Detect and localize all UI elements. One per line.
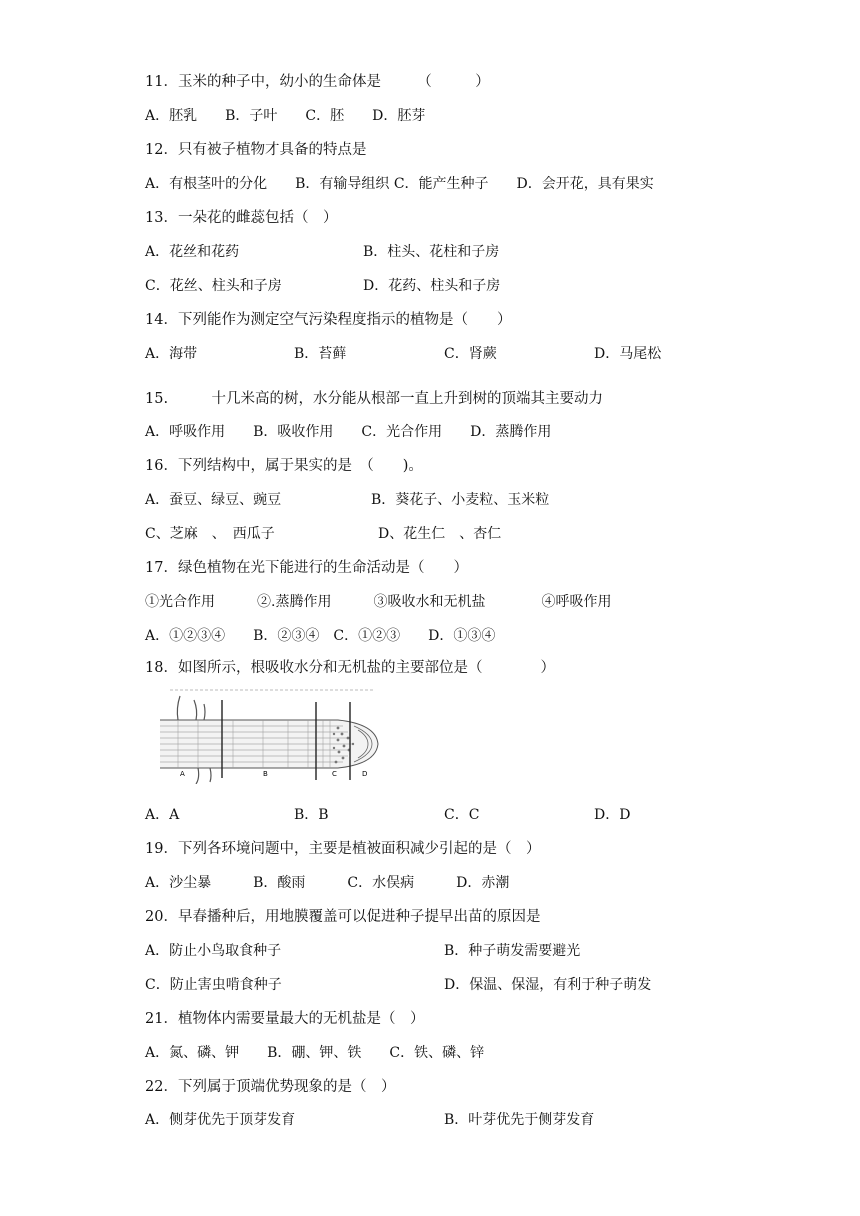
question-17-options: A．①②③④ B．②③④ C．①②③ D．①③④ bbox=[145, 628, 496, 644]
question-20-option-d: D．保温、保湿，有利于种子萌发 bbox=[444, 977, 652, 993]
question-20-stem: 20．早春播种后，用地膜覆盖可以促进种子提早出苗的原因是 bbox=[145, 909, 541, 925]
question-16-option-b: B．葵花子、小麦粒、玉米粒 bbox=[371, 492, 550, 508]
question-21-stem: 21．植物体内需要量最大的无机盐是（ ） bbox=[145, 1011, 425, 1027]
question-17-items: ①光合作用 ②.蒸腾作用 ③吸收水和无机盐 ④呼吸作用 bbox=[145, 594, 612, 610]
figure-label-d: D bbox=[362, 770, 368, 778]
question-17-stem: 17．绿色植物在光下能进行的生命活动是（ ） bbox=[145, 560, 468, 576]
question-14-stem: 14．下列能作为测定空气污染程度指示的植物是（ ） bbox=[145, 312, 512, 328]
question-20-option-b: B．种子萌发需要避光 bbox=[444, 943, 581, 959]
question-22-stem: 22．下列属于顶端优势现象的是（ ） bbox=[145, 1079, 396, 1095]
question-13-option-d: D．花药、柱头和子房 bbox=[363, 278, 501, 294]
question-11-stem: 11．玉米的种子中，幼小的生命体是 （ ） bbox=[145, 74, 490, 90]
question-18-option-c: C．C bbox=[444, 807, 480, 823]
question-12-options: A．有根茎叶的分化 B．有输导组织 C．能产生种子 D．会开花，具有果实 bbox=[145, 176, 654, 192]
question-12-stem: 12．只有被子植物才具备的特点是 bbox=[145, 142, 367, 158]
question-21-options: A．氮、磷、钾 B．硼、钾、铁 C．铁、磷、锌 bbox=[145, 1045, 485, 1061]
question-16-option-c: C、芝麻 、 西瓜子 bbox=[145, 526, 275, 542]
question-14-option-a: A．海带 bbox=[145, 346, 198, 362]
question-22-option-b: B．叶芽优先于侧芽发育 bbox=[444, 1112, 595, 1128]
question-13-option-a: A．花丝和花药 bbox=[145, 244, 240, 260]
question-15-stem: 15. 十几米高的树，水分能从根部一直上升到树的顶端其主要动力 bbox=[145, 391, 604, 407]
question-16-option-a: A．蚕豆、绿豆、豌豆 bbox=[145, 492, 282, 508]
figure-label-b: B bbox=[263, 770, 268, 778]
question-19-options: A．沙尘暴 B．酸雨 C．水俣病 D．赤潮 bbox=[145, 875, 510, 891]
question-18-option-b: B．B bbox=[294, 807, 329, 823]
question-18-option-a: A．A bbox=[145, 807, 180, 823]
figure-label-c: C bbox=[332, 770, 337, 778]
question-18-option-d: D．D bbox=[594, 807, 631, 823]
question-20-option-c: C．防止害虫啃食种子 bbox=[145, 977, 282, 993]
question-14-option-d: D．马尾松 bbox=[594, 346, 662, 362]
question-14-option-c: C．肾蕨 bbox=[444, 346, 497, 362]
question-20-option-a: A．防止小鸟取食种子 bbox=[145, 943, 282, 959]
figure-label-a: A bbox=[180, 770, 185, 778]
question-16-option-d: D、花生仁 、杏仁 bbox=[378, 526, 502, 542]
root-tip-diagram bbox=[158, 688, 380, 784]
question-15-options: A．呼吸作用 B．吸收作用 C．光合作用 D．蒸腾作用 bbox=[145, 424, 552, 440]
question-13-stem: 13．一朵花的雌蕊包括（ ） bbox=[145, 210, 338, 226]
question-11-options: A．胚乳 B．子叶 C．胚 D．胚芽 bbox=[145, 108, 426, 124]
question-13-option-c: C．花丝、柱头和子房 bbox=[145, 278, 282, 294]
question-13-option-b: B．柱头、花柱和子房 bbox=[363, 244, 500, 260]
question-18-stem: 18．如图所示，根吸收水分和无机盐的主要部位是（ ） bbox=[145, 660, 555, 676]
question-14-option-b: B．苔藓 bbox=[294, 346, 347, 362]
question-22-option-a: A．侧芽优先于顶芽发育 bbox=[145, 1112, 296, 1128]
question-19-stem: 19．下列各环境问题中，主要是植被面积减少引起的是（ ） bbox=[145, 841, 541, 857]
question-16-stem: 16．下列结构中，属于果实的是 （ )。 bbox=[145, 458, 423, 474]
